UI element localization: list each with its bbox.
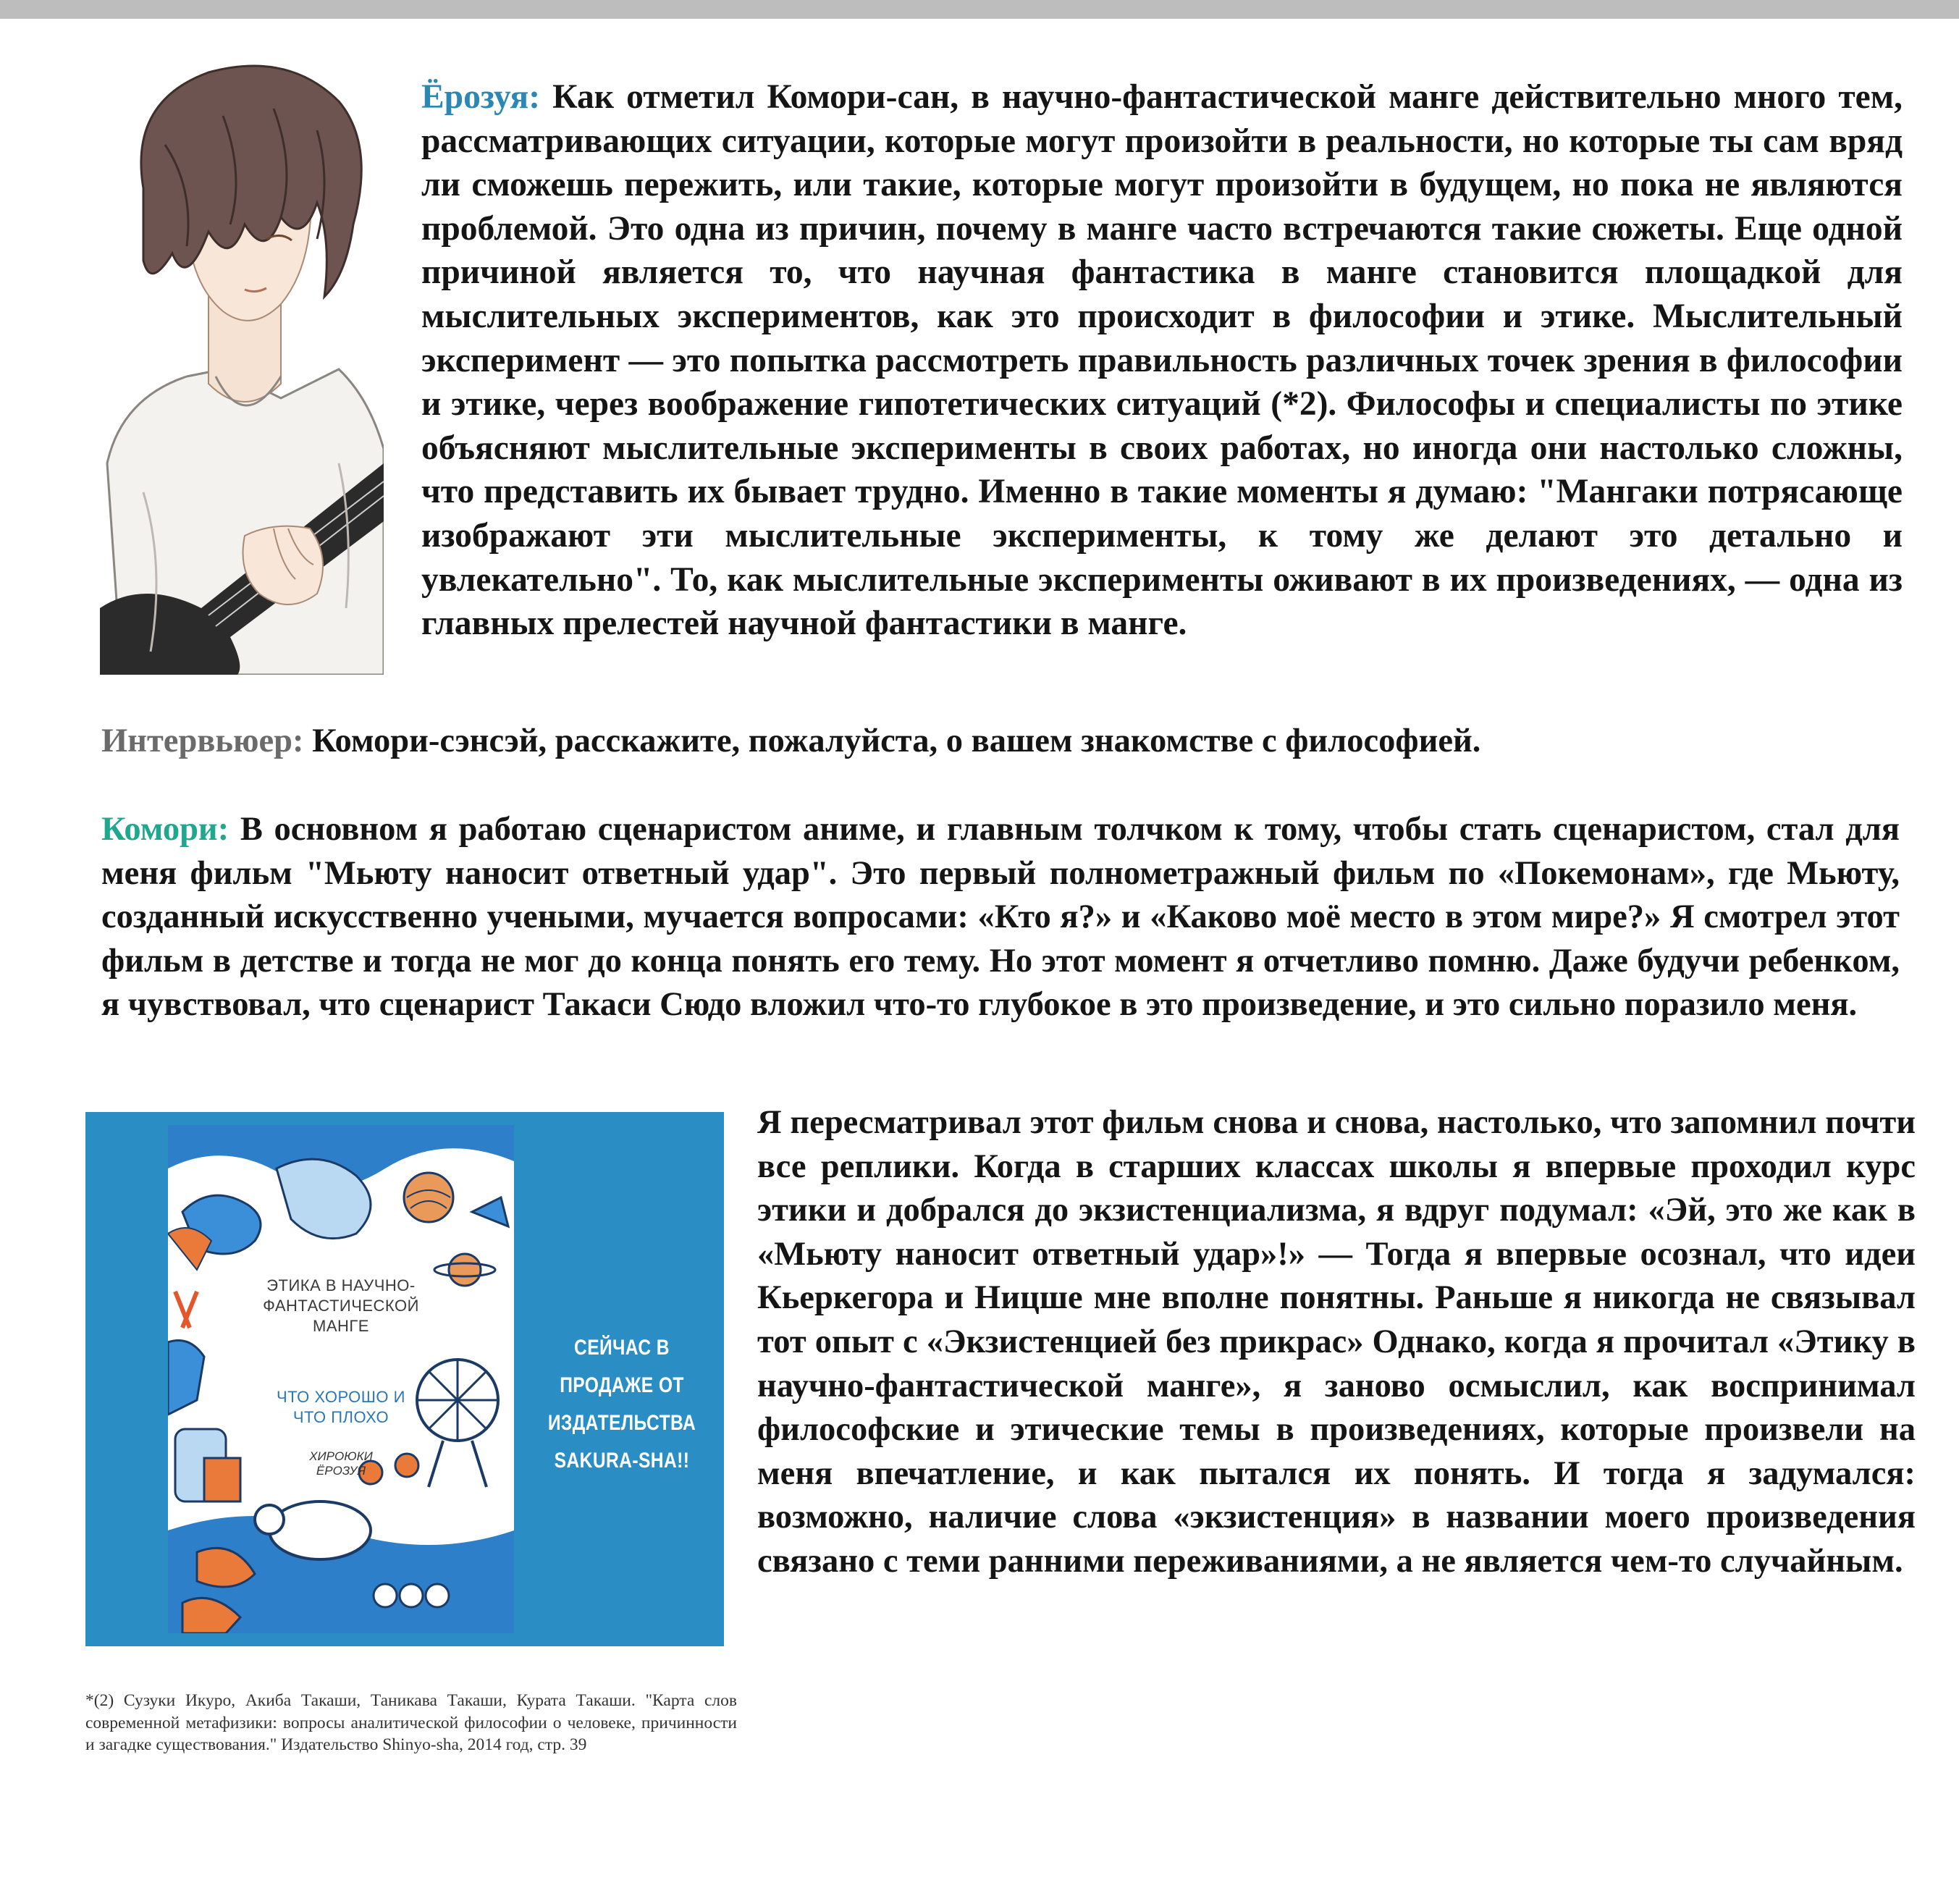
answer-text: В основном я работаю сценаристом аниме, и главным толчком к тому, чтобы стать сценаристом, стал для меня фильм "Мьюту наносит ответный удар". Это первый полнометражный фильм по «Покемонам», где Мьюту, созданный искусственно учеными, мучается вопросами: «Кто я?» и «Каково моё место в этом мире?» Я смотрел этот фильм в детстве и тогда не мог до конца понять его тему. Но этот момент я отчетливо помню. Даже будучи ребенком, я чувствовал, что сценарист Такаси Сюдо вложил что-то глубокое в это произведение, и это сильно поразило меня. (101, 811, 1900, 1023)
book-cover-subtitle: ЧТО ХОРОШО И ЧТО ПЛОХО (277, 1388, 405, 1426)
book-cover-author: ХИРОЮКИ ЁРОЗУЯ (309, 1449, 373, 1478)
answer-komori-2 (757, 1101, 1916, 1584)
top-bar (0, 0, 1959, 19)
question-text: Комори-сэнсэй, расскажите, пожалуйста, о вашем знакомстве с философией. (312, 723, 1481, 759)
speaker-komori: Комори: (101, 811, 229, 848)
book-cover-title: ЭТИКА В НАУЧНО-ФАНТАСТИЧЕСКОЙ МАНГЕ (263, 1276, 419, 1335)
book-cover-artwork (168, 1125, 514, 1633)
speaker-erozuya: Ёрозуя: (421, 78, 541, 116)
answer-text: Как отметил Комори-сан, в научно-фантастической манге действительно много тем, рассматривающих ситуации, которые могут произойти в реальности, но которые ты сам вряд ли сможешь пережить, или такие, которые могут произойти в будущем, но пока не являются проблемой. Это одна из причин, почему в манге часто встречаются такие сюжеты. Еще одной причиной является то, что научная фантастика в манге становится площадкой для мыслительных экспериментов, как это происходит в философии и этике. Мыслительный эксперимент — это попытка рассмотреть правильность различных точек зрения в философии и этике, через воображение гипотетических ситуаций (*2). Философы и специалисты по этике объясняют мыслительные эксперименты в своих работах, но иногда они настолько сложны, что представить их бывает трудно. Именно в такие моменты я думаю: "Мангаки потрясающе изображают эти мыслительные эксперименты, к тому же делают это детально и увлекательно". То, как мыслительные эксперименты оживают в их произведениях, — одна из главных прелестей научной фантастики в манге. (421, 78, 1903, 643)
answer-text: Я пересматривал этот фильм снова и снова, настолько, что запомнил почти все реплики. Когда в старших классах школы я впервые проходил курс этики и добрался до экзистенциализма, я вдруг подумал: «Эй, это же как в «Мьюту наносит ответный удар»!» — Тогда я впервые осознал, что идеи Кьеркегора и Ницше мне вполне понятны. Раньше я никогда не связывал тот опыт с «Экзистенцией без прикрас» Однако, когда я прочитал «Этику в научно-фантастической манге», я заново осмыслил, как воспринимал философские и этические темы в произведениях, которые произвели на меня впечатление, и как пытался их понять. И тогда я задумался: возможно, наличие слова «экзистенция» в названии моего произведения связано с теми ранними переживаниями, а не является чем-то случайным. (757, 1104, 1916, 1580)
speaker-interviewer: Интервьюер: (101, 723, 304, 759)
author-portrait-illustration (100, 58, 384, 675)
answer-komori-1 (101, 808, 1900, 1027)
footnote: *(2) Сузуки Икуро, Акиба Такаши, Таникава Такаши, Курата Такаши. "Карта слов современной метафизики: вопросы аналитической философии о человеке, причинности и загадке существования." Издательство Shinyo-sha, 2014 год, стр. 39 (85, 1691, 737, 1754)
book-cover (168, 1125, 514, 1633)
question-interviewer (101, 720, 1810, 763)
book-advertisement (85, 1112, 724, 1646)
answer-erozuya-1 (421, 75, 1903, 646)
ad-callout-text: СЕЙЧАС В ПРОДАЖЕ ОТ ИЗДАТЕЛЬСТВА SAKURA-SHA!! (547, 1336, 696, 1473)
